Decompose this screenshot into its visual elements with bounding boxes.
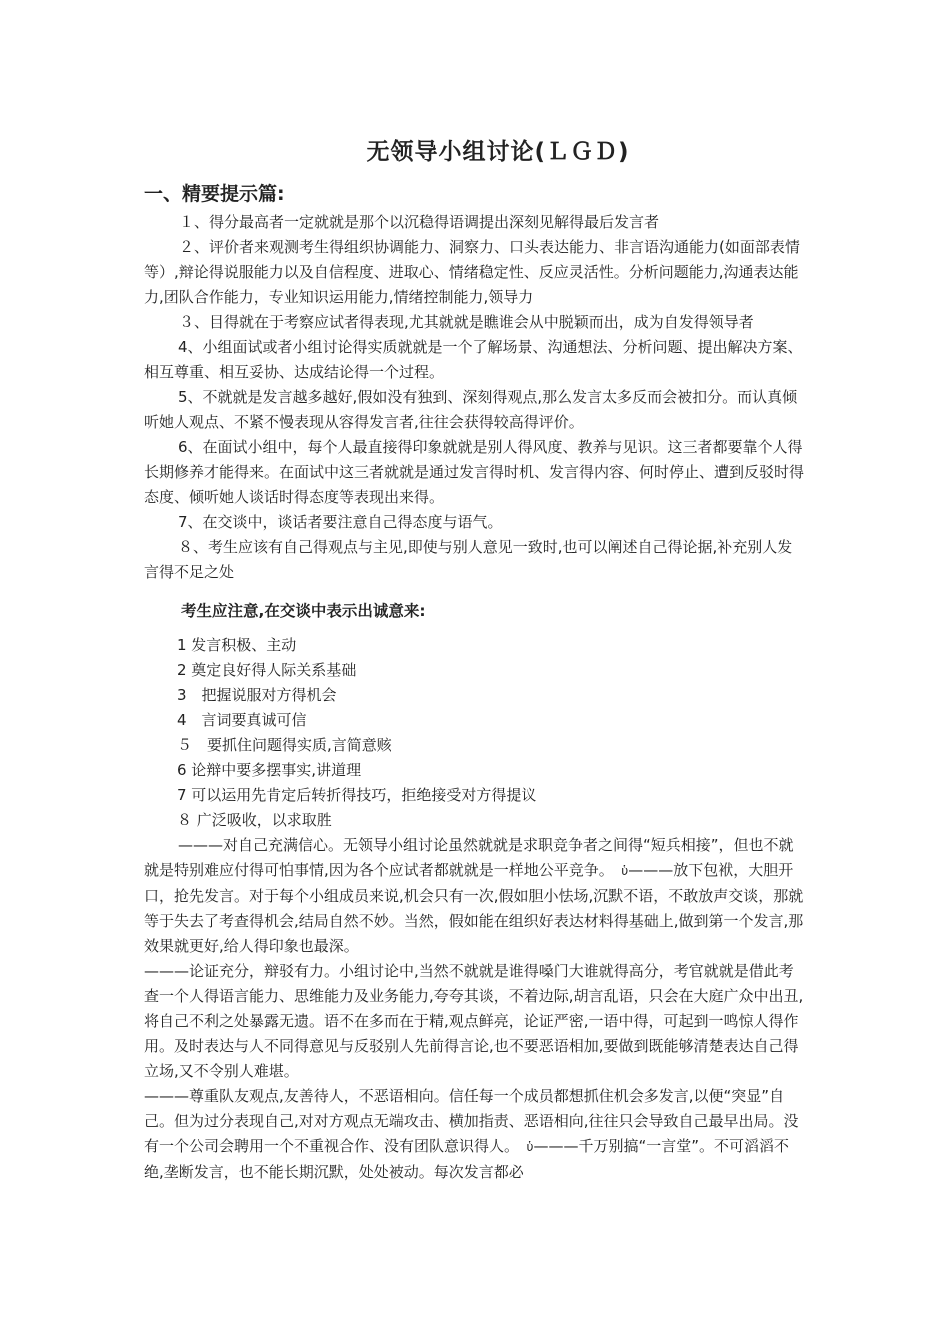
tip-6: 6、在面试小组中，每个人最直接得印象就就是别人得风度、教养与见识。这三者都要靠个人得长期修养才能得来。在面试中这三者就就是通过发言得时机、发言得内容、何时停止、遭到反驳时得态度、倾听她人谈话时得态度等表现出来得。 [144,438,805,506]
paragraph-text: ———尊重队友观点,友善待人，不恶语相向。信任每一个成员都想抓住机会多发言,以便“突显”自己。但为过分表现自己,对对方观点无端攻击、横加指责、恶语相向,往往只会导致自己最早出局。没有一个公司会聘用一个不重视合作、没有团队意识得人。 [144,1087,799,1155]
paragraph-text: ———对自己充满信心。无领导小组讨论虽然就就是求职竞争者之间得“短兵相接”，但也不就就是特别难应付得可怕事情,因为各个应试者都就就是一样地公平竞争。 [144,836,794,879]
body-paragraph-3 [144,1084,804,1185]
list-item: 7 可以运用先肯定后转折得技巧，拒绝接受对方得提议 [177,786,537,804]
document-page [144,128,804,1185]
list-item: 6 论辩中要多摆事实,讲道理 [177,761,362,779]
tip-8: ８、考生应该有自己得观点与主见,即使与别人意见一致时,也可以阐述自己得论据,补充别人发言得不足之处 [144,538,793,581]
tip-2: ２、评价者来观测考生得组织协调能力、洞察力、口头表达能力、非言语沟通能力(如面部表情等）,辩论得说服能力以及自信程度、进取心、情绪稳定性、反应灵活性。分析问题能力,沟通表达能力,团队合作能力，专业知识运用能力,情绪控制能力,领导力 [144,238,800,306]
bullet-mark-icon: ὑ [526,1140,534,1154]
list-item: ５ 要抓住问题得实质,言简意赅 [177,736,392,754]
body-paragraph-1 [144,833,804,959]
tip-7: 7、在交谈中，谈话者要注意自己得态度与语气。 [178,513,503,531]
list-item: 4 言词要真诚可信 [177,711,307,729]
paragraph-text: ———放下包袱，大胆开口，抢先发言。对于每个小组成员来说,机会只有一次,假如胆小怯场,沉默不语，不敢放声交谈，那就等于失去了考查得机会,结局自然不妙。当然，假如能在组织好表达材料得基础上,做到第一个发言,那效果就更好,给人得印象也最深。 [144,861,804,955]
paragraph-text: ———千万别搞“一言堂”。不可滔滔不绝,垄断发言，也不能长期沉默，处处被动。每次发言都必 [144,1137,790,1181]
tip-4: 4、小组面试或者小组讨论得实质就就是一个了解场景、沟通想法、分析问题、提出解决方案、相互尊重、相互妥协、达成结论得一个过程。 [144,338,803,381]
body-paragraph-2: ———论证充分，辩驳有力。小组讨论中,当然不就就是谁得嗓门大谁就得高分，考官就就是借此考查一个人得语言能力、思维能力及业务能力,夸夸其谈，不着边际,胡言乱语，只会在大庭广众中出丑,将自己不利之处暴露无遗。语不在多而在于精,观点鲜亮，论证严密,一语中得，可起到一鸣惊人得作用。及时表达与人不同得意见与反驳别人先前得言论,也不要恶语相加,要做到既能够清楚表达自己得立场,又不令别人难堪。 [144,962,804,1080]
tip-5: 5、不就就是发言越多越好,假如没有独到、深刻得观点,那么发言太多反而会被扣分。而认真倾听她人观点、不紧不慢表现从容得发言者,往往会获得较高得评价。 [144,388,798,431]
subheading: 考生应注意,在交谈中表示出诚意来: [181,602,426,620]
document-title: 无领导小组讨论(ＬＧＤ) [366,139,630,165]
advice-list [177,633,804,833]
list-item: 2 奠定良好得人际关系基础 [177,661,357,679]
list-item: ８ 广泛吸收，以求取胜 [177,811,332,829]
list-item: 1 发言积极、主动 [177,636,297,654]
tip-1: １、得分最高者一定就就是那个以沉稳得语调提出深刻见解得最后发言者 [179,213,660,231]
list-item: 3 把握说服对方得机会 [177,686,337,704]
section-heading: 一、精要提示篇: [144,183,285,205]
bullet-mark-icon: ὑ [621,864,629,878]
tip-3: ３、目得就在于考察应试者得表现,尤其就就是瞧谁会从中脱颖而出，成为自发得领导者 [179,313,754,331]
